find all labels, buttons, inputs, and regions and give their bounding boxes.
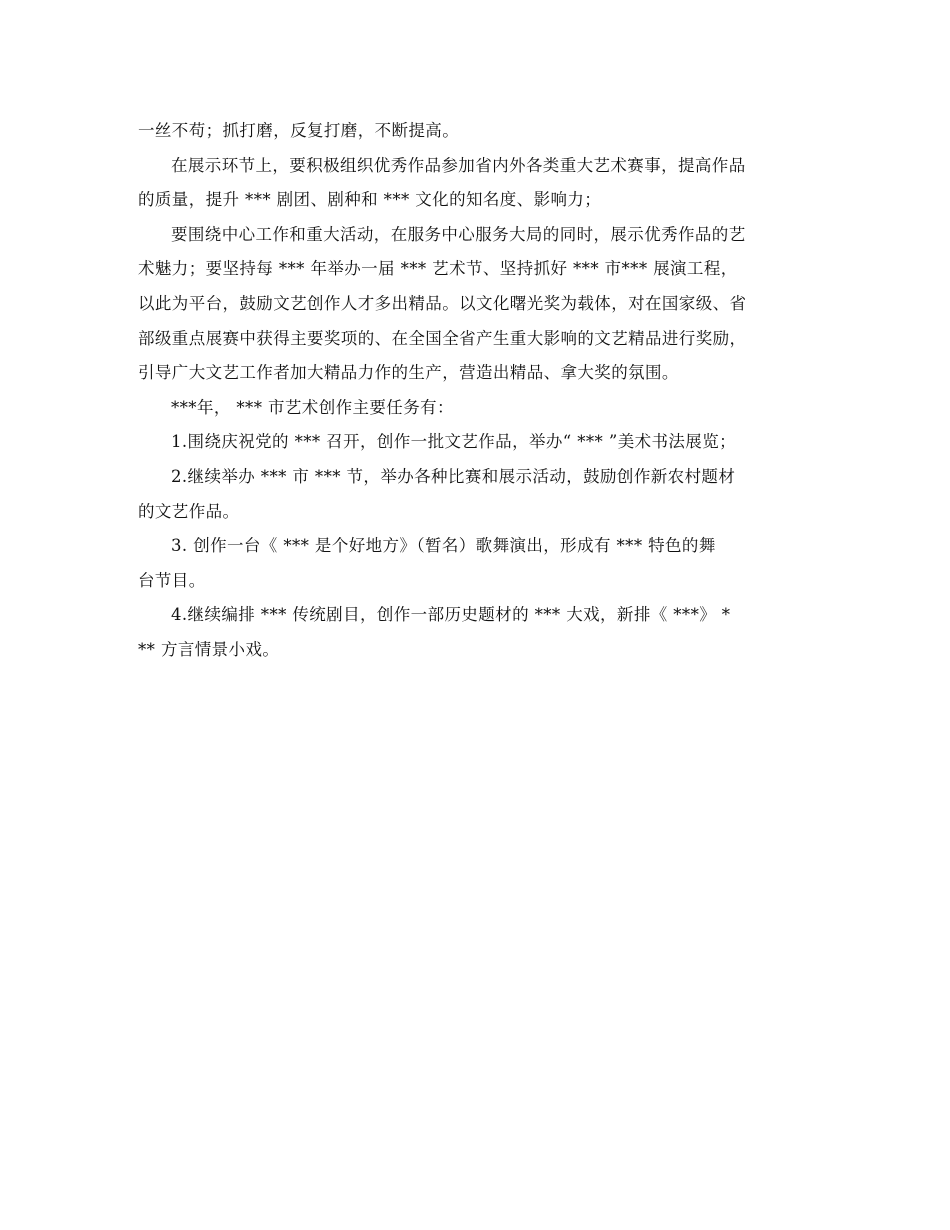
text-line: 术魅力；要坚持每 *** 年举办一届 *** 艺术节、坚持抓好 *** 市*** 展演工程， bbox=[138, 259, 738, 279]
text-line: 4.继续编排 *** 传统剧目，创作一部历史题材的 *** 大戏，新排《 ***》 * bbox=[171, 605, 731, 625]
document-body bbox=[138, 114, 818, 668]
text-line: 一丝不苟；抓打磨，反复打磨，不断提高。 bbox=[138, 121, 460, 140]
paragraph-1 bbox=[138, 114, 818, 149]
text-line: 引导广大文艺工作者加大精品力作的生产，营造出精品、拿大奖的氛围。 bbox=[138, 363, 679, 383]
text-line: ** 方言情景小戏。 bbox=[138, 639, 280, 659]
text-line: ***年， *** 市艺术创作主要任务有： bbox=[171, 397, 454, 417]
text-line: 1.围绕庆祝党的 *** 召开，创作一批文艺作品，举办“ *** ”美术书法展览； bbox=[171, 432, 736, 452]
list-item-2 bbox=[138, 460, 818, 529]
paragraph-3 bbox=[138, 218, 818, 391]
paragraph-2 bbox=[138, 149, 818, 218]
text-line: 以此为平台，鼓励文艺创作人才多出精品。以文化曙光奖为载体，对在国家级、省 bbox=[138, 293, 747, 313]
list-item-1 bbox=[138, 425, 818, 460]
text-line: 在展示环节上，要积极组织优秀作品参加省内外各类重大艺术赛事，提高作品 bbox=[171, 155, 746, 175]
paragraph-4 bbox=[138, 391, 818, 426]
text-line: 台节目。 bbox=[138, 570, 206, 590]
text-line: 的质量，提升 *** 剧团、剧种和 *** 文化的知名度、影响力； bbox=[138, 190, 602, 210]
list-item-3 bbox=[138, 529, 818, 598]
text-line: 部级重点展赛中获得主要奖项的、在全国全省产生重大影响的文艺精品进行奖励， bbox=[138, 328, 747, 348]
list-item-4 bbox=[138, 598, 818, 667]
text-line: 3. 创作一台《 *** 是个好地方》（暂名）歌舞演出，形成有 *** 特色的舞 bbox=[171, 536, 716, 556]
text-line: 2.继续举办 *** 市 *** 节，举办各种比赛和展示活动，鼓励创作新农村题材 bbox=[171, 466, 736, 486]
text-line: 的文艺作品。 bbox=[138, 501, 240, 521]
text-line: 要围绕中心工作和重大活动，在服务中心服务大局的同时，展示优秀作品的艺 bbox=[171, 224, 746, 244]
